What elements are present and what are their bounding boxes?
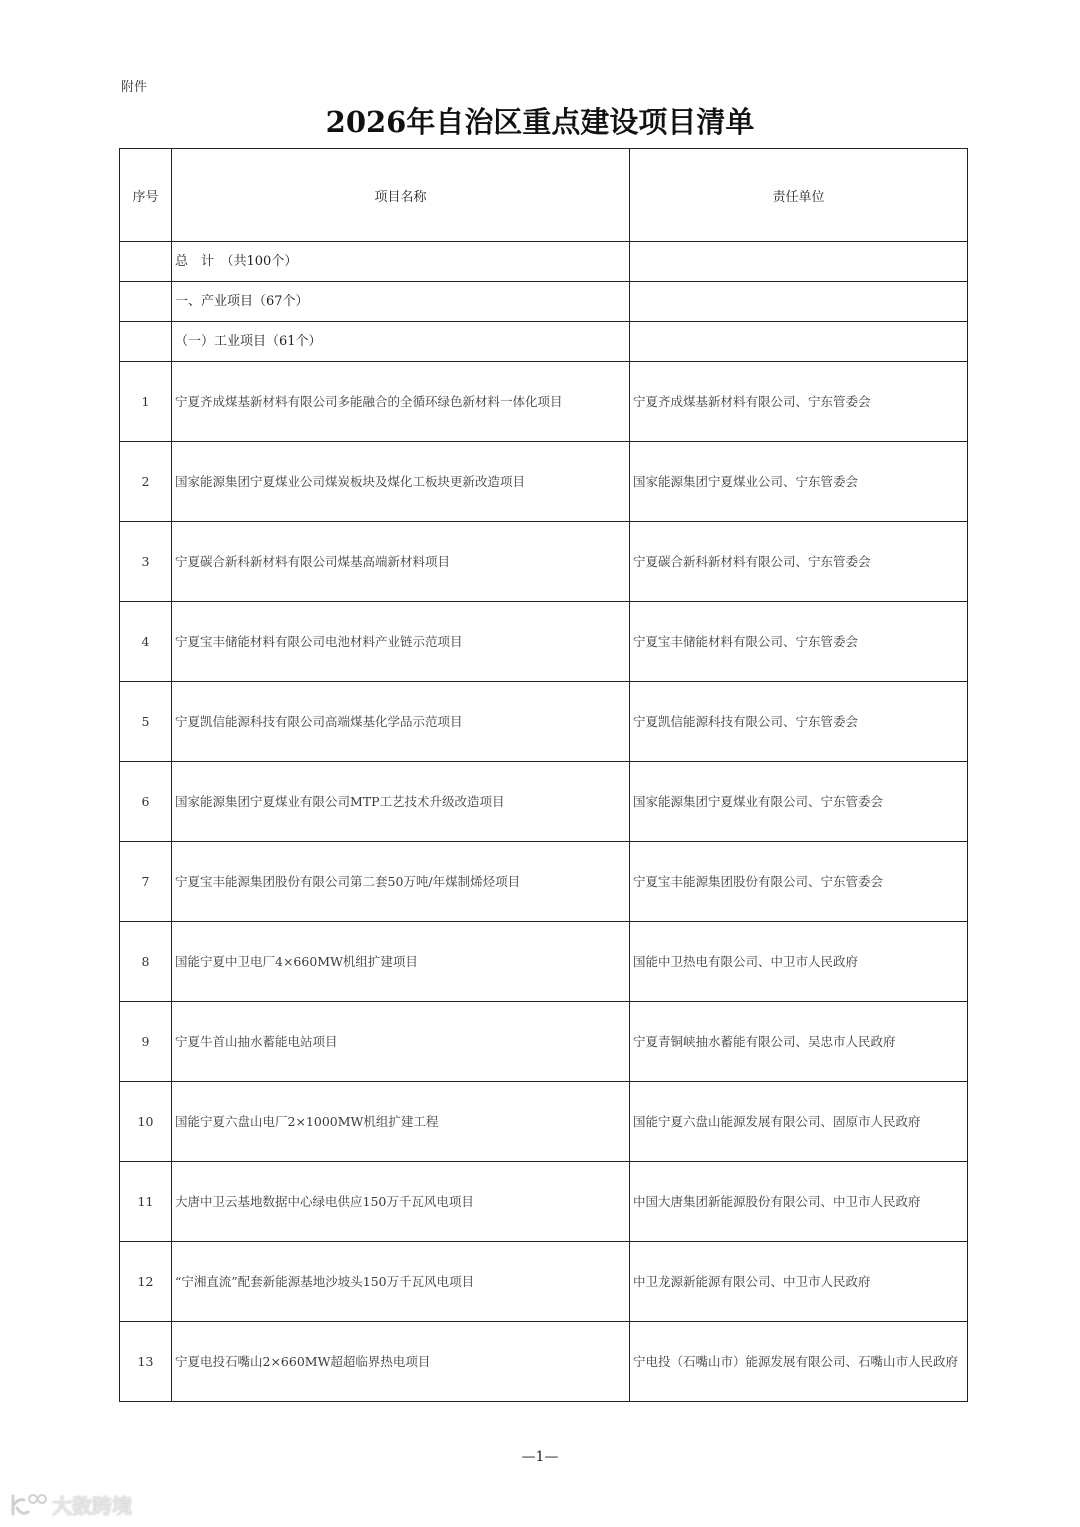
row-project-name: 宁夏电投石嘴山2×660MW超超临界热电项目 — [172, 1322, 630, 1402]
summary-name: （一）工业项目（61个） — [172, 322, 630, 362]
row-serial-number: 9 — [120, 1002, 172, 1082]
summary-unit — [630, 322, 968, 362]
row-project-name: 国家能源集团宁夏煤业有限公司MTP工艺技术升级改造项目 — [172, 762, 630, 842]
row-project-name: 宁夏碳合新科新材料有限公司煤基高端新材料项目 — [172, 522, 630, 602]
row-serial-number: 7 — [120, 842, 172, 922]
row-serial-number: 6 — [120, 762, 172, 842]
summary-no — [120, 322, 172, 362]
row-project-name: 宁夏宝丰能源集团股份有限公司第二套50万吨/年煤制烯烃项目 — [172, 842, 630, 922]
header-project-name: 项目名称 — [172, 149, 630, 242]
row-project-name: 宁夏宝丰储能材料有限公司电池材料产业链示范项目 — [172, 602, 630, 682]
row-responsible-unit: 宁电投（石嘴山市）能源发展有限公司、石嘴山市人民政府 — [630, 1322, 968, 1402]
table-row — [120, 842, 968, 922]
document-title: 2026年自治区重点建设项目清单 — [325, 105, 755, 139]
row-responsible-unit: 宁夏碳合新科新材料有限公司、宁东管委会 — [630, 522, 968, 602]
header-responsible-unit: 责任单位 — [630, 149, 968, 242]
row-responsible-unit: 国能中卫热电有限公司、中卫市人民政府 — [630, 922, 968, 1002]
summary-name: 一、产业项目（67个） — [172, 282, 630, 322]
row-responsible-unit: 宁夏宝丰储能材料有限公司、宁东管委会 — [630, 602, 968, 682]
row-project-name: “宁湘直流”配套新能源基地沙坡头150万千瓦风电项目 — [172, 1242, 630, 1322]
table-row — [120, 522, 968, 602]
table-row — [120, 1242, 968, 1322]
table-header-row — [120, 149, 968, 242]
table-row — [120, 362, 968, 442]
watermark — [8, 1490, 132, 1519]
row-serial-number: 3 — [120, 522, 172, 602]
summary-row-industry — [120, 282, 968, 322]
project-list-table — [119, 148, 968, 1402]
row-responsible-unit: 中国大唐集团新能源股份有限公司、中卫市人民政府 — [630, 1162, 968, 1242]
row-serial-number: 13 — [120, 1322, 172, 1402]
summary-no — [120, 282, 172, 322]
row-responsible-unit: 中卫龙源新能源有限公司、中卫市人民政府 — [630, 1242, 968, 1322]
row-responsible-unit: 国家能源集团宁夏煤业公司、宁东管委会 — [630, 442, 968, 522]
row-serial-number: 11 — [120, 1162, 172, 1242]
page-number: —1— — [521, 1449, 559, 1465]
summary-name: 总 计 （共100个） — [172, 242, 630, 282]
brand-logo-icon — [8, 1492, 48, 1518]
table-row — [120, 1082, 968, 1162]
row-serial-number: 5 — [120, 682, 172, 762]
row-responsible-unit: 国家能源集团宁夏煤业有限公司、宁东管委会 — [630, 762, 968, 842]
watermark-text: 大数跨境 — [52, 1494, 132, 1518]
table-row — [120, 1322, 968, 1402]
summary-unit — [630, 242, 968, 282]
row-responsible-unit: 宁夏青铜峡抽水蓄能有限公司、吴忠市人民政府 — [630, 1002, 968, 1082]
summary-no — [120, 242, 172, 282]
table-row — [120, 922, 968, 1002]
row-serial-number: 1 — [120, 362, 172, 442]
table-row — [120, 1002, 968, 1082]
header-serial-number: 序号 — [120, 149, 172, 242]
table-row — [120, 602, 968, 682]
row-serial-number: 4 — [120, 602, 172, 682]
row-responsible-unit: 宁夏凯信能源科技有限公司、宁东管委会 — [630, 682, 968, 762]
row-project-name: 宁夏凯信能源科技有限公司高端煤基化学品示范项目 — [172, 682, 630, 762]
attachment-label: 附件 — [121, 80, 148, 95]
row-project-name: 国能宁夏六盘山电厂2×1000MW机组扩建工程 — [172, 1082, 630, 1162]
summary-row-total — [120, 242, 968, 282]
row-responsible-unit: 宁夏齐成煤基新材料有限公司、宁东管委会 — [630, 362, 968, 442]
row-project-name: 国家能源集团宁夏煤业公司煤炭板块及煤化工板块更新改造项目 — [172, 442, 630, 522]
table-row — [120, 442, 968, 522]
row-project-name: 国能宁夏中卫电厂4×660MW机组扩建项目 — [172, 922, 630, 1002]
table-row — [120, 762, 968, 842]
summary-unit — [630, 282, 968, 322]
row-responsible-unit: 宁夏宝丰能源集团股份有限公司、宁东管委会 — [630, 842, 968, 922]
row-project-name: 宁夏牛首山抽水蓄能电站项目 — [172, 1002, 630, 1082]
row-responsible-unit: 国能宁夏六盘山能源发展有限公司、固原市人民政府 — [630, 1082, 968, 1162]
row-serial-number: 12 — [120, 1242, 172, 1322]
row-serial-number: 8 — [120, 922, 172, 1002]
table-row — [120, 682, 968, 762]
row-project-name: 大唐中卫云基地数据中心绿电供应150万千瓦风电项目 — [172, 1162, 630, 1242]
table-row — [120, 1162, 968, 1242]
row-serial-number: 2 — [120, 442, 172, 522]
row-project-name: 宁夏齐成煤基新材料有限公司多能融合的全循环绿色新材料一体化项目 — [172, 362, 630, 442]
row-serial-number: 10 — [120, 1082, 172, 1162]
summary-row-industrial — [120, 322, 968, 362]
